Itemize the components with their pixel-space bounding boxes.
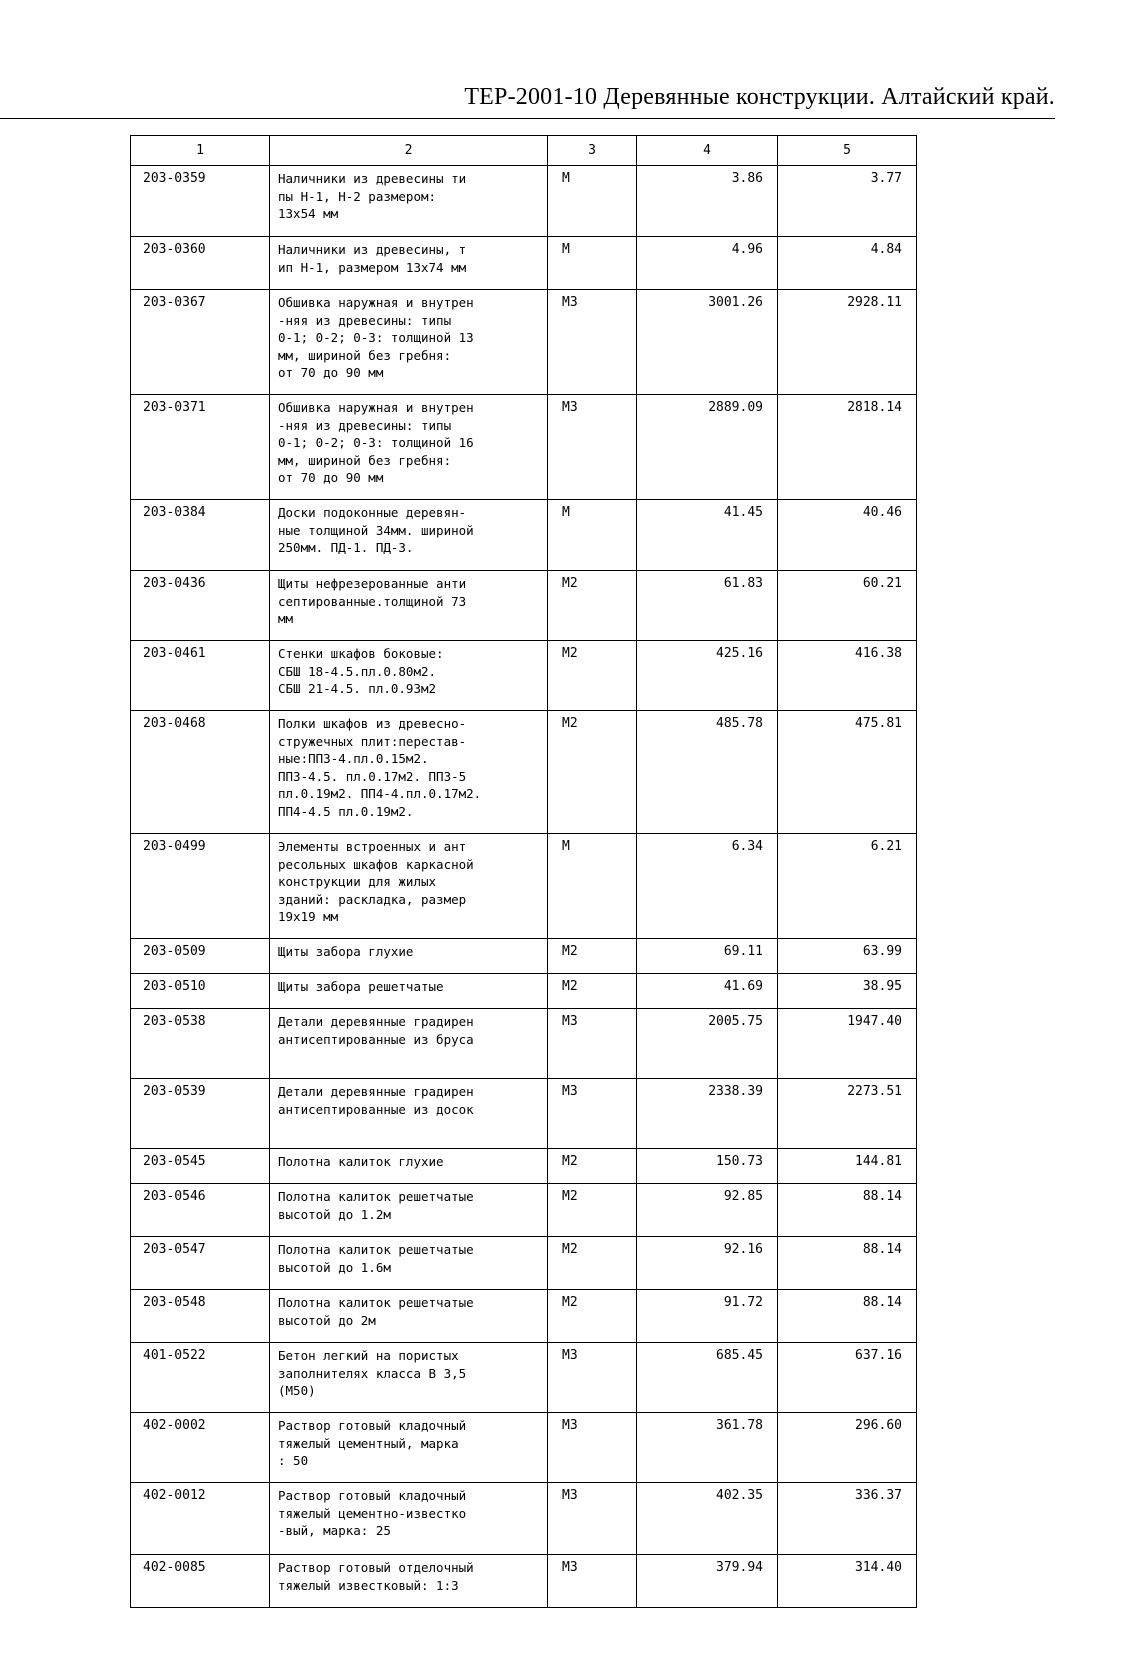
price-col5-cell: 88.14 xyxy=(778,1290,917,1343)
unit-cell: М2 xyxy=(548,1184,637,1237)
unit-cell: М xyxy=(548,237,637,290)
header-row xyxy=(131,136,917,166)
unit-cell: М2 xyxy=(548,1290,637,1343)
unit-cell: М2 xyxy=(548,571,637,641)
price-col5-cell: 336.37 xyxy=(778,1483,917,1555)
column-header-2: 2 xyxy=(270,136,548,166)
unit-cell: М3 xyxy=(548,290,637,395)
table-row xyxy=(131,1555,917,1608)
resource-code-cell: 402-0002 xyxy=(131,1413,270,1483)
table-row xyxy=(131,1079,917,1149)
table-row xyxy=(131,1343,917,1413)
table-row xyxy=(131,237,917,290)
unit-cell: М3 xyxy=(548,1079,637,1149)
price-col5-cell: 6.21 xyxy=(778,834,917,939)
header-divider xyxy=(0,118,1055,119)
table-row xyxy=(131,641,917,711)
resource-name-cell: Обшивка наружная и внутрен -няя из древесины: типы 0-1; 0-2; 0-3: толщиной 13 мм, шириной без гребня: от 70 до 90 мм xyxy=(270,290,548,395)
table-row xyxy=(131,939,917,974)
table-row xyxy=(131,1149,917,1184)
resource-code-cell: 203-0384 xyxy=(131,500,270,571)
price-col5-cell: 1947.40 xyxy=(778,1009,917,1079)
table-row xyxy=(131,395,917,500)
price-col4-cell: 91.72 xyxy=(637,1290,778,1343)
unit-cell: М xyxy=(548,500,637,571)
price-col4-cell: 3001.26 xyxy=(637,290,778,395)
price-col4-cell: 150.73 xyxy=(637,1149,778,1184)
table-row xyxy=(131,1009,917,1079)
resource-code-cell: 203-0359 xyxy=(131,166,270,237)
resource-name-cell: Стенки шкафов боковые: СБШ 18-4.5.пл.0.80м2. СБШ 21-4.5. пл.0.93м2 xyxy=(270,641,548,711)
resource-name-cell: Обшивка наружная и внутрен -няя из древесины: типы 0-1; 0-2; 0-3: толщиной 16 мм, шириной без гребня: от 70 до 90 мм xyxy=(270,395,548,500)
unit-cell: М3 xyxy=(548,1343,637,1413)
price-col4-cell: 2005.75 xyxy=(637,1009,778,1079)
resource-name-cell: Полотна калиток решетчатые высотой до 1.6м xyxy=(270,1237,548,1290)
resource-code-cell: 203-0538 xyxy=(131,1009,270,1079)
price-col4-cell: 2338.39 xyxy=(637,1079,778,1149)
price-col4-cell: 61.83 xyxy=(637,571,778,641)
price-col4-cell: 41.45 xyxy=(637,500,778,571)
price-col5-cell: 416.38 xyxy=(778,641,917,711)
price-col4-cell: 485.78 xyxy=(637,711,778,834)
table-row xyxy=(131,1290,917,1343)
table-row xyxy=(131,290,917,395)
resource-code-cell: 203-0509 xyxy=(131,939,270,974)
table-header xyxy=(131,136,917,166)
resource-name-cell: Щиты забора глухие xyxy=(270,939,548,974)
resource-code-cell: 203-0539 xyxy=(131,1079,270,1149)
resource-name-cell: Полотна калиток глухие xyxy=(270,1149,548,1184)
price-col5-cell: 296.60 xyxy=(778,1413,917,1483)
price-col4-cell: 425.16 xyxy=(637,641,778,711)
price-col5-cell: 88.14 xyxy=(778,1237,917,1290)
price-col5-cell: 63.99 xyxy=(778,939,917,974)
price-col4-cell: 92.85 xyxy=(637,1184,778,1237)
resource-name-cell: Полки шкафов из древесно- стружечных плит:перестав- ные:ПП3-4.пл.0.15м2. ПП3-4.5. пл.0.17м2. ПП3-5 пл.0.19м2. ПП4-4.пл.0.17м2. ПП4-4.5 пл.0.19м2. xyxy=(270,711,548,834)
resource-code-cell: 203-0546 xyxy=(131,1184,270,1237)
resource-name-cell: Раствор готовый отделочный тяжелый известковый: 1:3 xyxy=(270,1555,548,1608)
price-col5-cell: 637.16 xyxy=(778,1343,917,1413)
price-col5-cell: 475.81 xyxy=(778,711,917,834)
resource-code-cell: 203-0510 xyxy=(131,974,270,1009)
unit-cell: М2 xyxy=(548,974,637,1009)
resource-code-cell: 402-0085 xyxy=(131,1555,270,1608)
price-col5-cell: 144.81 xyxy=(778,1149,917,1184)
resource-name-cell: Бетон легкий на пористых заполнителях класса В 3,5 (М50) xyxy=(270,1343,548,1413)
unit-cell: М xyxy=(548,166,637,237)
resource-name-cell: Наличники из древесины ти пы Н-1, Н-2 размером: 13х54 мм xyxy=(270,166,548,237)
table-row xyxy=(131,1413,917,1483)
price-col5-cell: 2928.11 xyxy=(778,290,917,395)
unit-cell: М xyxy=(548,834,637,939)
resource-code-cell: 203-0499 xyxy=(131,834,270,939)
price-col5-cell: 2818.14 xyxy=(778,395,917,500)
price-col5-cell: 40.46 xyxy=(778,500,917,571)
resource-name-cell: Детали деревянные градирен антисептированные из бруса xyxy=(270,1009,548,1079)
resource-name-cell: Полотна калиток решетчатые высотой до 1.2м xyxy=(270,1184,548,1237)
unit-cell: М3 xyxy=(548,1483,637,1555)
resource-code-cell: 203-0360 xyxy=(131,237,270,290)
resource-code-cell: 203-0468 xyxy=(131,711,270,834)
column-header-1: 1 xyxy=(131,136,270,166)
price-col5-cell: 60.21 xyxy=(778,571,917,641)
unit-cell: М3 xyxy=(548,1413,637,1483)
table-row xyxy=(131,834,917,939)
unit-cell: М3 xyxy=(548,395,637,500)
price-col5-cell: 88.14 xyxy=(778,1184,917,1237)
price-col4-cell: 402.35 xyxy=(637,1483,778,1555)
resource-name-cell: Щиты забора решетчатые xyxy=(270,974,548,1009)
unit-cell: М2 xyxy=(548,1237,637,1290)
column-header-3: 3 xyxy=(548,136,637,166)
unit-cell: М2 xyxy=(548,711,637,834)
resource-code-cell: 203-0461 xyxy=(131,641,270,711)
price-col4-cell: 41.69 xyxy=(637,974,778,1009)
page-title: ТЕР-2001-10 Деревянные конструкции. Алтайский край. xyxy=(464,84,1055,110)
resource-code-cell: 203-0547 xyxy=(131,1237,270,1290)
table-row xyxy=(131,571,917,641)
resource-name-cell: Элементы встроенных и ант ресольных шкафов каркасной конструкции для жилых зданий: раскладка, размер 19х19 мм xyxy=(270,834,548,939)
table-row xyxy=(131,1483,917,1555)
resource-code-cell: 203-0371 xyxy=(131,395,270,500)
price-col4-cell: 685.45 xyxy=(637,1343,778,1413)
unit-cell: М2 xyxy=(548,641,637,711)
resource-code-cell: 203-0367 xyxy=(131,290,270,395)
price-table xyxy=(130,135,917,1608)
resource-code-cell: 203-0436 xyxy=(131,571,270,641)
unit-cell: М2 xyxy=(548,1149,637,1184)
price-col4-cell: 4.96 xyxy=(637,237,778,290)
resource-code-cell: 203-0545 xyxy=(131,1149,270,1184)
price-col4-cell: 92.16 xyxy=(637,1237,778,1290)
table-row xyxy=(131,500,917,571)
resource-name-cell: Раствор готовый кладочный тяжелый цементно-известко -вый, марка: 25 xyxy=(270,1483,548,1555)
unit-cell: М3 xyxy=(548,1009,637,1079)
price-col5-cell: 3.77 xyxy=(778,166,917,237)
price-col4-cell: 361.78 xyxy=(637,1413,778,1483)
resource-code-cell: 401-0522 xyxy=(131,1343,270,1413)
table-row xyxy=(131,1237,917,1290)
resource-name-cell: Полотна калиток решетчатые высотой до 2м xyxy=(270,1290,548,1343)
table-body xyxy=(131,166,917,1608)
price-col5-cell: 38.95 xyxy=(778,974,917,1009)
table-row xyxy=(131,974,917,1009)
table-row xyxy=(131,166,917,237)
resource-code-cell: 402-0012 xyxy=(131,1483,270,1555)
price-col4-cell: 379.94 xyxy=(637,1555,778,1608)
resource-name-cell: Раствор готовый кладочный тяжелый цементный, марка : 50 xyxy=(270,1413,548,1483)
price-col4-cell: 69.11 xyxy=(637,939,778,974)
price-col5-cell: 2273.51 xyxy=(778,1079,917,1149)
resource-name-cell: Доски подоконные деревян- ные толщиной 34мм. шириной 250мм. ПД-1. ПД-3. xyxy=(270,500,548,571)
price-col4-cell: 6.34 xyxy=(637,834,778,939)
resource-name-cell: Наличники из древесины, т ип Н-1, размером 13х74 мм xyxy=(270,237,548,290)
resource-name-cell: Щиты нефрезерованные анти септированные.толщиной 73 мм xyxy=(270,571,548,641)
column-header-5: 5 xyxy=(778,136,917,166)
resource-code-cell: 203-0548 xyxy=(131,1290,270,1343)
unit-cell: М3 xyxy=(548,1555,637,1608)
table-row xyxy=(131,1184,917,1237)
column-header-4: 4 xyxy=(637,136,778,166)
price-col4-cell: 2889.09 xyxy=(637,395,778,500)
table-row xyxy=(131,711,917,834)
price-col5-cell: 4.84 xyxy=(778,237,917,290)
price-col5-cell: 314.40 xyxy=(778,1555,917,1608)
price-col4-cell: 3.86 xyxy=(637,166,778,237)
resource-name-cell: Детали деревянные градирен антисептированные из досок xyxy=(270,1079,548,1149)
unit-cell: М2 xyxy=(548,939,637,974)
